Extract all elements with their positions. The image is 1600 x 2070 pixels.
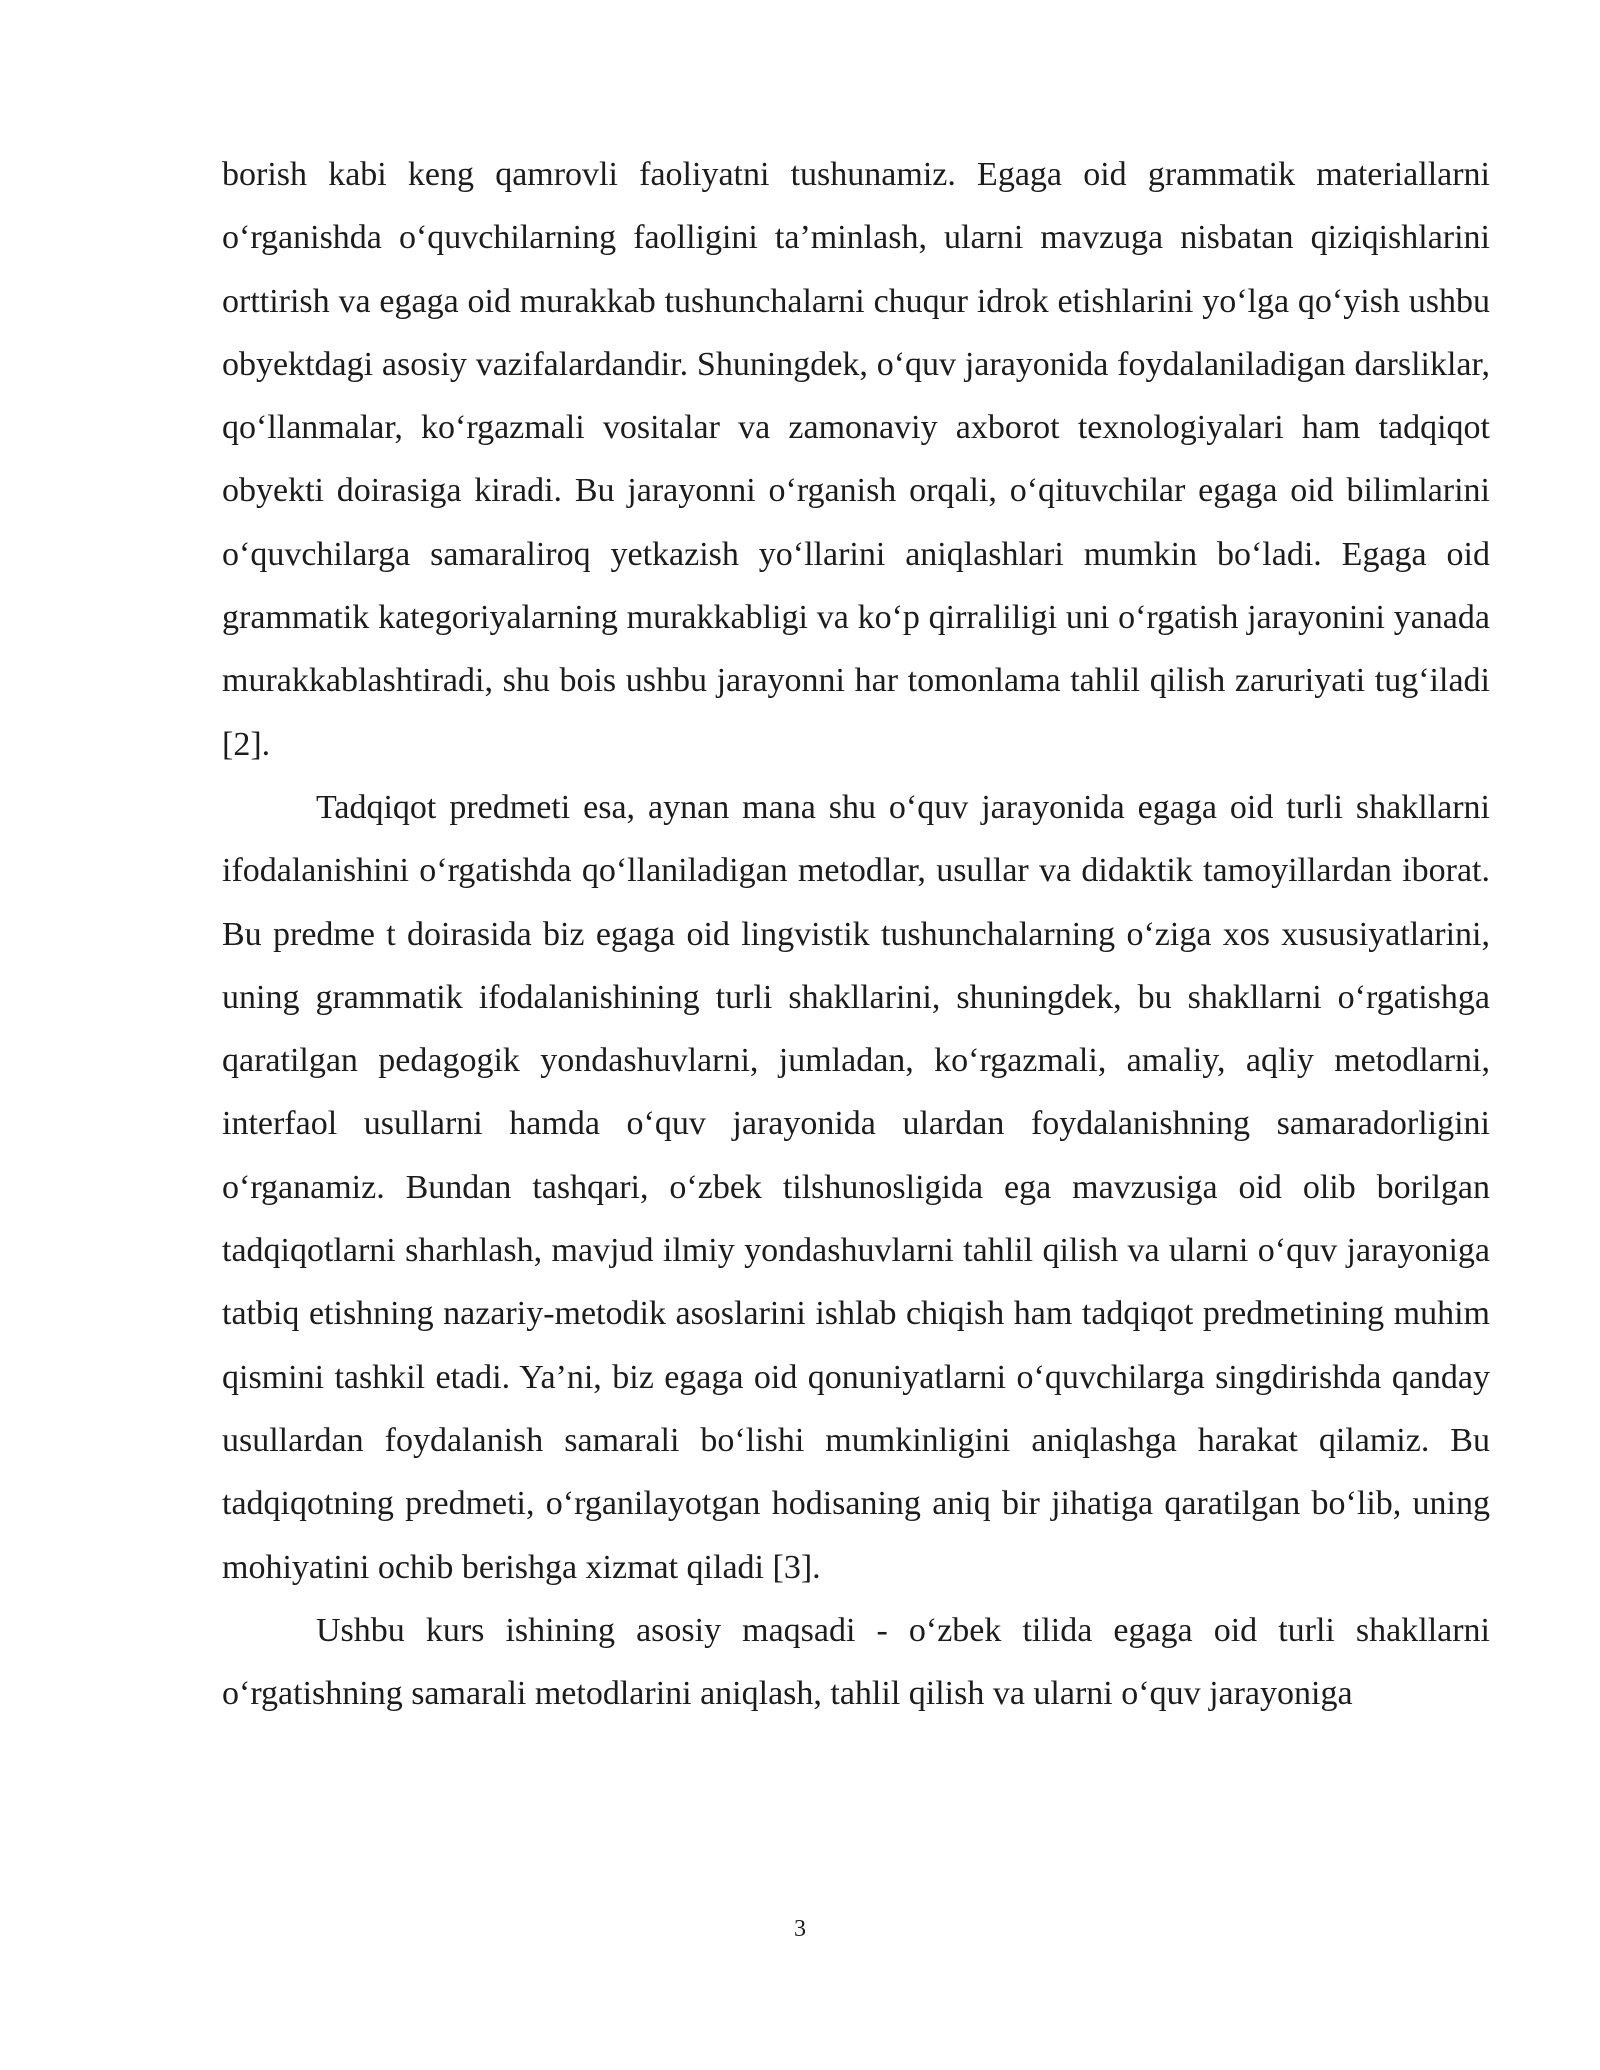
paragraph-research-subject: Tadqiqot predmeti esa, aynan mana shu o‘quv jarayonida egaga oid turli shakllarni ifodalanishini o‘rgatishda qo‘llaniladigan metodlar, usullar va didaktik tamoyillardan iborat. Bu predme t doirasida biz egaga oid lingvistik tushunchalarning o‘ziga xos xususiyatlarini, uning grammatik ifodalanishining turli shakllarini, shuningdek, bu shakllarni o‘rgatishga qaratilgan pedagogik yondashuvlarni, jumladan, ko‘rgazmali, amaliy, aqliy metodlarni, interfaol usullarni hamda o‘quv jarayonida ulardan foydalanishning samaradorligini o‘rganamiz. Bundan tashqari, o‘zbek tilshunosligida ega mavzusiga oid olib borilgan tadqiqotlarni sharhlash, mavjud ilmiy yondashuvlarni tahlil qilish va ularni o‘quv jarayoniga tatbiq etishning nazariy-metodik asoslarini ishlab chiqish ham tadqiqot predmetining muhim qismini tashkil etadi. Ya’ni, biz egaga oid qonuniyatlarni o‘quvchilarga singdirishda qanday usullardan foydalanish samarali bo‘lishi mumkinligini aniqlashga harakat qilamiz. Bu tadqiqotning predmeti, o‘rganilayotgan hodisaning aniq bir jihatiga qaratilgan bo‘lib, uning mohiyatini ochib berishga xizmat qiladi [3].: [222, 788, 1490, 1586]
paragraph-continuation: borish kabi keng qamrovli faoliyatni tushunamiz. Egaga oid grammatik materiallarni o‘rganishda o‘quvchilarning faolligini ta’minlash, ularni mavzuga nisbatan qiziqishlarini orttirish va egaga oid murakkab tushunchalarni chuqur idrok etishlarini yo‘lga qo‘yish ushbu obyektdagi asosiy vazifalardandir. Shuningdek, o‘quv jarayonida foydalaniladigan darsliklar, qo‘llanmalar, ko‘rgazmali vositalar va zamonaviy axborot texnologiyalari ham tadqiqot obyekti doirasiga kiradi. Bu jarayonni o‘rganish orqali, o‘qituvchilar egaga oid bilimlarini o‘quvchilarga samaraliroq yetkazish yo‘llarini aniqlashlari mumkin bo‘ladi. Egaga oid grammatik kategoriyalarning murakkabligi va ko‘p qirraliligi uni o‘rgatish jarayonini yanada murakkablashtiradi, shu bois ushbu jarayonni har tomonlama tahlil qilish zaruriyati tug‘iladi [2].: [222, 156, 1490, 763]
paragraph-research-goal: Ushbu kurs ishining asosiy maqsadi - o‘zbek tilida egaga oid turli shakllarni o‘rgatishning samarali metodlarini aniqlash, tahlil qilish va ularni o‘quv jarayoniga: [222, 1611, 1490, 1713]
body-text: [222, 143, 1490, 1725]
page-number: 3: [794, 1916, 806, 1942]
